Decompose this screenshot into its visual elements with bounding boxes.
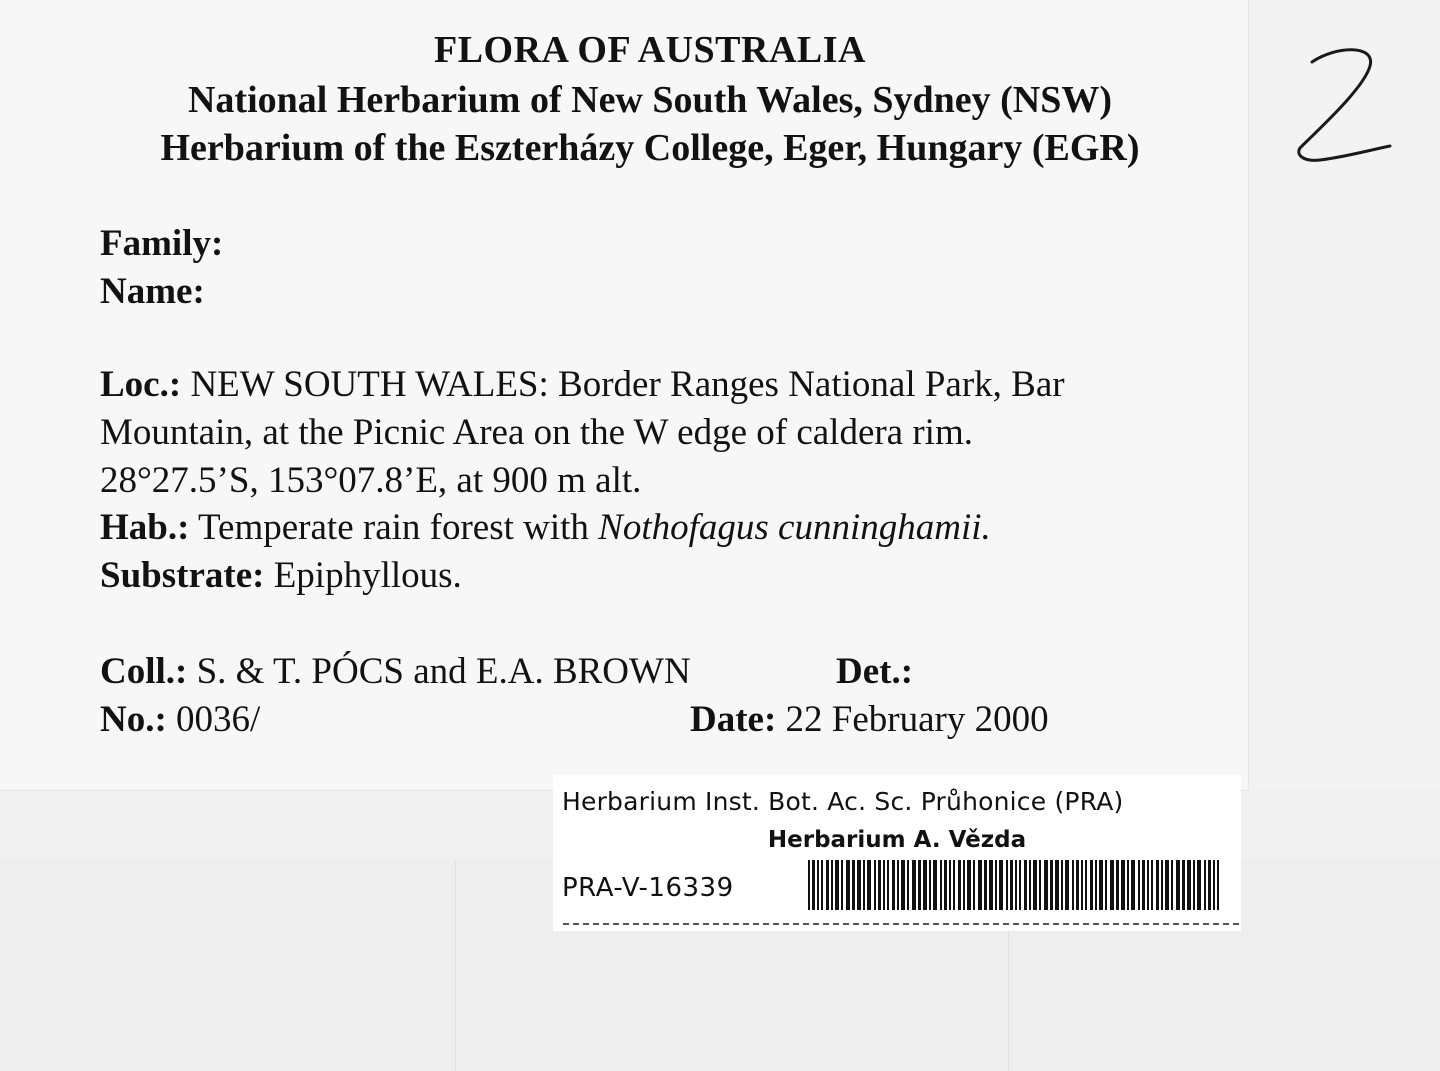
barcode-bar — [978, 860, 982, 910]
family-row — [100, 222, 223, 266]
barcode-bar — [949, 860, 951, 910]
barcode-bar — [1099, 860, 1103, 910]
barcode-bar — [1138, 860, 1140, 910]
barcode-bar — [1006, 860, 1008, 910]
barcode-bar — [1061, 860, 1063, 910]
barcode-bar — [944, 860, 947, 910]
barcode-bar — [835, 860, 839, 910]
barcode-bar — [995, 860, 997, 910]
barcode-bar — [1208, 860, 1211, 910]
barcode-bar — [1127, 860, 1129, 910]
barcode-bar — [929, 860, 931, 910]
date-label: Date: — [690, 699, 777, 740]
locality-line-2: Mountain, at the Picnic Area on the W edge of caldera rim. — [100, 412, 973, 453]
handwritten-number-mark — [1290, 40, 1400, 170]
barcode-bar — [1116, 860, 1119, 910]
barcode-bar — [1090, 860, 1093, 910]
substrate-row — [100, 554, 462, 598]
barcode-bar — [1156, 860, 1159, 910]
barcode-bar — [1142, 860, 1145, 910]
barcode-bar — [1197, 860, 1201, 910]
locality-line-1: NEW SOUTH WALES: Border Ranges National Park, Bar — [190, 364, 1065, 405]
collector-label: Coll.: — [100, 651, 188, 692]
sheet-fold-line — [455, 860, 456, 1071]
barcode-bar — [812, 860, 815, 910]
cut-line — [563, 923, 1239, 925]
number-value: 0036/ — [176, 699, 261, 740]
determiner-row — [836, 650, 913, 694]
barcode-bar — [901, 860, 905, 910]
locality-label: Loc.: — [100, 364, 182, 405]
family-label: Family: — [100, 223, 224, 264]
barcode-bar — [1110, 860, 1114, 910]
barcode-bar — [963, 860, 965, 910]
barcode-bar — [1024, 860, 1027, 910]
barcode-bar — [808, 860, 810, 910]
sticker-herbarium-name: Herbarium A. Vězda — [767, 827, 1027, 853]
barcode-bar — [984, 860, 987, 910]
habitat-text: Temperate rain forest with — [198, 507, 589, 548]
barcode-bar — [1217, 860, 1219, 910]
barcode-bar — [973, 860, 975, 910]
barcode-bar — [887, 860, 889, 910]
name-label: Name: — [100, 271, 205, 312]
barcode-bar — [1039, 860, 1041, 910]
date-value: 22 February 2000 — [785, 699, 1049, 740]
barcode-bar — [1055, 860, 1059, 910]
locality-row-1 — [100, 363, 1065, 407]
barcode-bar — [1165, 860, 1169, 910]
barcode-bar — [1131, 860, 1135, 910]
label-herbarium-primary: National Herbarium of New South Wales, Sydney (NSW) — [187, 79, 1113, 121]
substrate-value: Epiphyllous. — [273, 555, 462, 596]
barcode-bar — [1105, 860, 1107, 910]
barcode-bar — [874, 860, 876, 910]
barcode-bar — [1095, 860, 1097, 910]
collector-value: S. & T. PÓCS and E.A. BROWN — [196, 651, 691, 692]
barcode-bar — [967, 860, 971, 910]
barcode-bar — [1044, 860, 1048, 910]
barcode-bar — [1121, 860, 1125, 910]
barcode-bar — [817, 860, 819, 910]
number-row — [100, 698, 260, 742]
date-row — [690, 698, 1049, 742]
barcode-bar — [878, 860, 881, 910]
barcode-bar — [999, 860, 1003, 910]
barcode-bar — [940, 860, 942, 910]
barcode-bar — [989, 860, 993, 910]
label-herbarium-secondary: Herbarium of the Eszterházy College, Eger, Hungary (EGR) — [160, 127, 1140, 169]
barcode-bar — [831, 860, 833, 910]
barcode-bar — [841, 860, 843, 910]
name-row — [100, 270, 205, 314]
barcode-bar — [846, 860, 850, 910]
barcode-bar — [892, 860, 895, 910]
barcode-bar — [933, 860, 937, 910]
barcode-bar — [1187, 860, 1191, 910]
barcode-bar — [918, 860, 921, 910]
barcode-bar — [1182, 860, 1185, 910]
barcode-bar — [1213, 860, 1215, 910]
label-title: FLORA OF AUSTRALIA — [434, 29, 866, 71]
barcode-bar — [1193, 860, 1195, 910]
barcode-sticker — [553, 775, 1241, 931]
barcode-bar — [958, 860, 961, 910]
barcode-bar — [1076, 860, 1079, 910]
barcode-bar — [953, 860, 955, 910]
barcode-bar — [912, 860, 916, 910]
barcode-bar — [1085, 860, 1087, 910]
sticker-institution: Herbarium Inst. Bot. Ac. Sc. Průhonice (PRA) — [562, 787, 1124, 816]
barcode-bar — [907, 860, 909, 910]
barcode-bar — [1072, 860, 1074, 910]
barcode-bar — [1081, 860, 1083, 910]
barcode-bar — [1151, 860, 1153, 910]
barcode-bar — [1010, 860, 1013, 910]
number-label: No.: — [100, 699, 167, 740]
barcode-bar — [867, 860, 871, 910]
barcode-bar — [863, 860, 865, 910]
habitat-taxon: Nothofagus cunninghamii. — [598, 507, 991, 548]
collector-row — [100, 650, 691, 694]
sticker-catalog-number: PRA-V-16339 — [562, 873, 734, 903]
barcode-bar — [826, 860, 829, 910]
barcode-bar — [923, 860, 927, 910]
barcode-bar — [821, 860, 823, 910]
barcode-bar — [1161, 860, 1163, 910]
barcode-bar — [1029, 860, 1031, 910]
barcode — [808, 860, 1223, 910]
determiner-label: Det.: — [836, 651, 914, 692]
substrate-label: Substrate: — [100, 555, 265, 596]
barcode-bar — [1176, 860, 1180, 910]
barcode-bar — [1033, 860, 1037, 910]
barcode-bar — [883, 860, 885, 910]
barcode-bar — [1171, 860, 1173, 910]
habitat-label: Hab.: — [100, 507, 190, 548]
barcode-bar — [852, 860, 855, 910]
habitat-row — [100, 506, 991, 550]
barcode-bar — [1015, 860, 1017, 910]
barcode-bar — [1050, 860, 1053, 910]
locality-coordinates: 28°27.5’S, 153°07.8’E, at 900 m alt. — [100, 460, 642, 501]
barcode-bar — [1065, 860, 1069, 910]
barcode-bar — [857, 860, 861, 910]
barcode-bar — [897, 860, 899, 910]
barcode-bar — [1147, 860, 1149, 910]
barcode-bar — [1019, 860, 1021, 910]
barcode-bar — [1204, 860, 1206, 910]
